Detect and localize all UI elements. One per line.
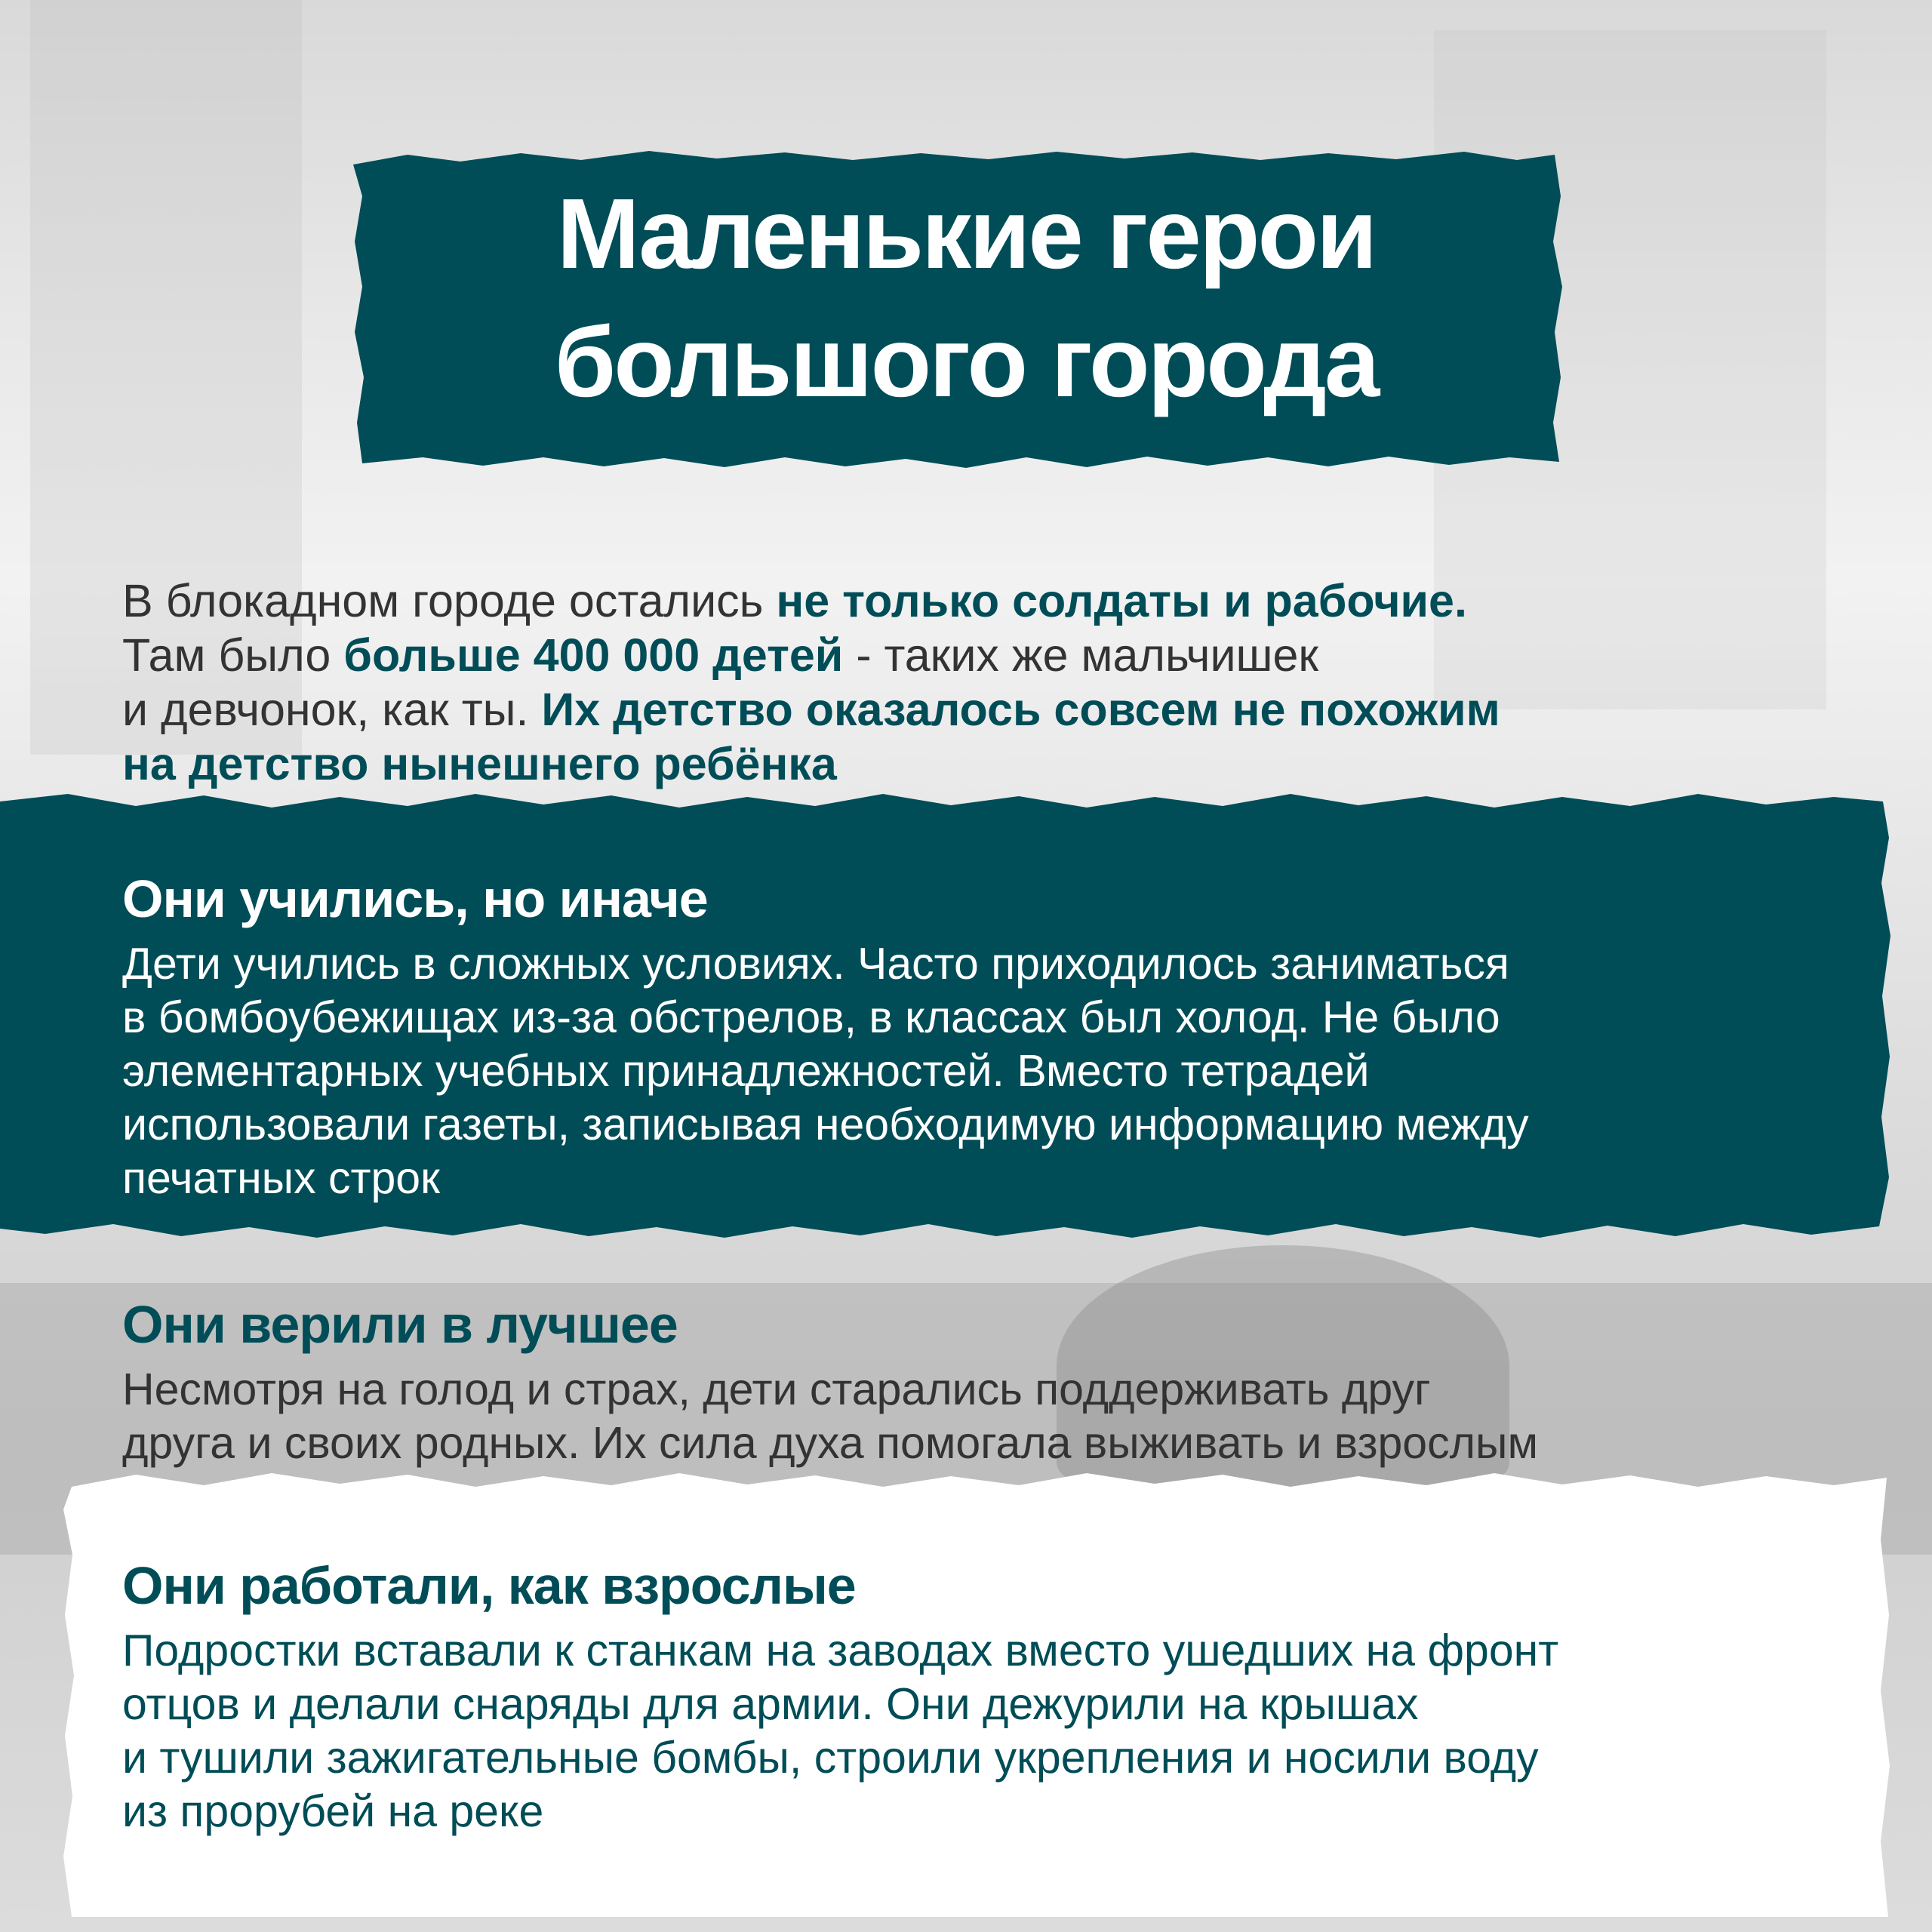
intro-text: В блокадном городе остались (122, 575, 777, 626)
section-body (122, 937, 1858, 1205)
section-heading: Они верили в лучшее (122, 1295, 678, 1354)
section-body-line: из прорубей на реке (122, 1786, 544, 1836)
section-body-line: отцов и делали снаряды для армии. Они дежурили на крышах (122, 1679, 1419, 1729)
section-body-line: элементарных учебных принадлежностей. Вместо тетрадей (122, 1046, 1370, 1096)
section-heading: Они учились, но иначе (122, 869, 708, 928)
section-body-line: в бомбоубежищах из-за обстрелов, в классах был холод. Не было (122, 992, 1500, 1042)
section-body-line: использовали газеты, записывая необходимую информацию между (122, 1100, 1529, 1149)
page-title-line: Маленькие герои (556, 178, 1376, 289)
section-body (122, 1363, 1858, 1470)
section-body (122, 1624, 1858, 1838)
intro-highlight: на детство нынешнего ребёнка (122, 738, 837, 789)
intro-text: и девчонок, как ты. (122, 684, 542, 735)
intro-highlight: не только солдаты и рабочие. (776, 575, 1467, 626)
section-studied (122, 866, 1858, 1205)
section-heading: Они работали, как взрослые (122, 1556, 856, 1615)
section-worked (122, 1553, 1858, 1838)
section-body-line: Дети учились в сложных условиях. Часто приходилось заниматься (122, 939, 1509, 989)
section-body-line: друга и своих родных. Их сила духа помогала выживать и взрослым (122, 1418, 1539, 1468)
section-body-line: и тушили зажигательные бомбы, строили укрепления и носили воду (122, 1733, 1539, 1783)
intro-highlight: больше 400 000 детей (343, 629, 844, 681)
section-body-line: Подростки вставали к станкам на заводах вместо ушедших на фронт (122, 1626, 1559, 1675)
section-believed (122, 1292, 1858, 1470)
intro-paragraph (122, 574, 1858, 791)
section-body-line: печатных строк (122, 1153, 440, 1203)
intro-highlight: Их детство оказалось совсем не похожим (541, 684, 1500, 735)
page-title (355, 170, 1577, 426)
section-body-line: Несмотря на голод и страх, дети старались поддерживать друг (122, 1364, 1431, 1414)
intro-text: Там было (122, 629, 344, 681)
intro-text: - таких же мальчишек (843, 629, 1319, 681)
page-title-line: большого города (554, 306, 1378, 417)
